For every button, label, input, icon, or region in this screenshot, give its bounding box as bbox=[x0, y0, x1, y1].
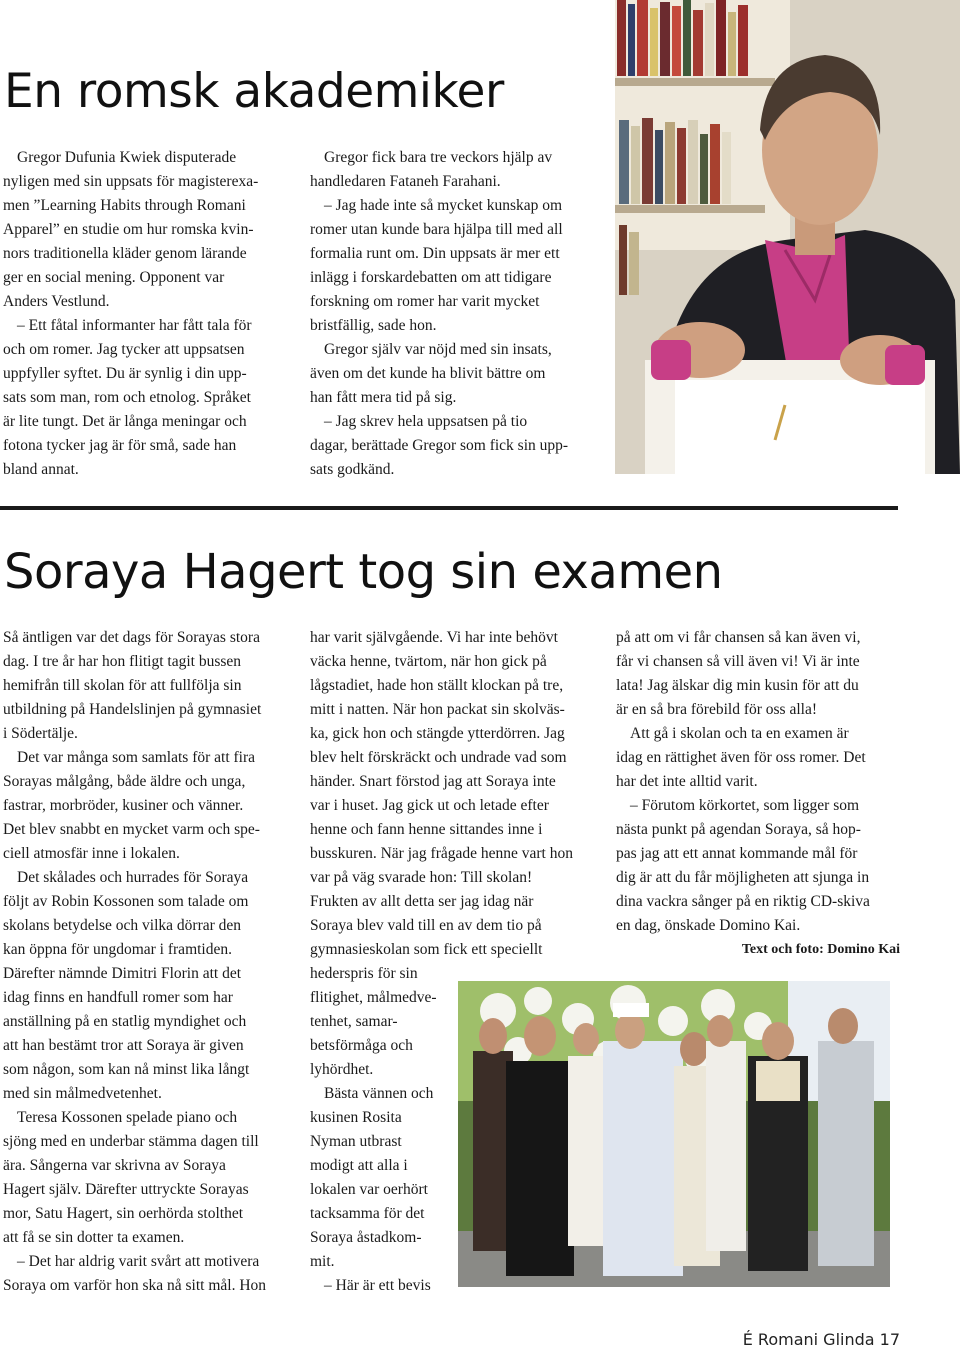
text-line: med sin målmedvetenhet. bbox=[3, 1085, 162, 1102]
text-line: ger en social mening. Opponent var bbox=[3, 269, 225, 286]
text-line: – Ett fåtal informanter har fått tala för bbox=[17, 317, 252, 334]
text-line: Att gå i skolan och ta en examen är bbox=[630, 725, 849, 742]
text-line: utbildning på Handelslinjen på gymnasiet bbox=[3, 701, 262, 718]
text-line: gymnasieskolan som fick ett speciellt bbox=[310, 941, 543, 958]
text-line: hemifrån till skolan för att fullfölja sin bbox=[3, 677, 242, 694]
text-line: Nyman utbrast bbox=[310, 1133, 402, 1150]
text-line: pas jag att ett annat kommande mål för bbox=[616, 845, 858, 862]
text-line: kan öppna för ungdomar i framtiden. bbox=[3, 941, 232, 958]
article-1-column-1 bbox=[3, 146, 293, 482]
text-line: uppfyller syftet. Du är synlig i din upp- bbox=[3, 365, 247, 382]
text-line: dina vackra sånger på en riktig CD-skiva bbox=[616, 893, 870, 910]
text-line: betsförmåga och bbox=[310, 1037, 413, 1054]
text-line: handledaren Fataneh Farahani. bbox=[310, 173, 501, 190]
text-line: på att om vi får chansen så kan även vi, bbox=[616, 629, 861, 646]
text-line: Apparel” en studie om hur romska kvin- bbox=[3, 221, 254, 238]
text-line: modigt att alla i bbox=[310, 1157, 408, 1174]
text-line: följt av Robin Kossonen som talade om bbox=[3, 893, 249, 910]
text-line: Så äntligen var det dags för Sorayas stora bbox=[3, 629, 260, 646]
text-line: att han bestämt tror att Soraya är given bbox=[3, 1037, 244, 1054]
text-line: nors traditionella kläder genom lärande bbox=[3, 245, 247, 262]
text-line: hederspris för sin bbox=[310, 965, 418, 982]
article-2-column-3 bbox=[616, 626, 900, 962]
text-line: idag en rättighet även för oss romer. Det bbox=[616, 749, 866, 766]
text-line: lokalen var oerhört bbox=[310, 1181, 428, 1198]
photo-credit: Text och foto: Domino Kai bbox=[741, 942, 900, 957]
text-line: är en så bra förebild för oss alla! bbox=[616, 701, 817, 718]
text-line: Det var många som samlats för att fira bbox=[17, 749, 256, 766]
text-line: fastrar, morbröder, kusiner och vänner. bbox=[3, 797, 244, 814]
text-line: men ”Learning Habits through Romani bbox=[3, 197, 246, 214]
text-line: skolans betydelse och vilka dörrar den bbox=[3, 917, 242, 934]
text-line: nästa punkt på agendan Soraya, så hop- bbox=[616, 821, 861, 838]
text-line: sats godkänd. bbox=[310, 461, 395, 478]
text-line: ka, gick hon och stängde ytterdörren. Jag bbox=[310, 725, 565, 742]
text-line: och om romer. Jag tycker att uppsatsen bbox=[3, 341, 245, 358]
text-line: bristfällig, sade hon. bbox=[310, 317, 437, 334]
text-line: ciell atmosfär inne i lokalen. bbox=[3, 845, 180, 862]
group-image bbox=[458, 981, 890, 1287]
text-line: Det blev snabbt en mycket varm och spe- bbox=[3, 821, 260, 838]
text-line: i Södertälje. bbox=[3, 725, 78, 742]
text-line: bland annat. bbox=[3, 461, 79, 478]
text-line: även om det kunde ha blivit bättre om bbox=[310, 365, 546, 382]
text-line: dig är att du får möjligheten att sjunga in bbox=[616, 869, 870, 886]
text-line: Sorayas målgång, både äldre och unga, bbox=[3, 773, 246, 790]
article-2-column-1 bbox=[3, 626, 299, 1298]
text-line: var i huset. Jag gick ut och letade efter bbox=[310, 797, 549, 814]
text-line: Gregor Dufunia Kwiek disputerade bbox=[17, 149, 237, 166]
text-line: tenhet, samar- bbox=[310, 1013, 398, 1030]
text-line: – Jag skrev hela uppsatsen på tio bbox=[324, 413, 528, 430]
photo-graduation-group bbox=[458, 981, 890, 1287]
text-line: Teresa Kossonen spelade piano och bbox=[17, 1109, 238, 1126]
text-line: Frukten av allt detta ser jag idag när bbox=[310, 893, 534, 910]
text-line: var på väg svarade hon: Till skolan! bbox=[310, 869, 533, 886]
text-line: lata! Jag älskar dig min kusin för att du bbox=[616, 677, 859, 694]
text-line: – Här är ett bevis bbox=[324, 1277, 431, 1294]
text-line: idag finns en handfull romer som har bbox=[3, 989, 233, 1006]
text-line: nyligen med sin uppsats för magisterexa- bbox=[3, 173, 259, 190]
text-line: dagar, berättade Gregor som fick sin upp- bbox=[310, 437, 569, 454]
text-line: fotona tycker jag är för små, sade han bbox=[3, 437, 237, 454]
text-line: är lite tungt. Det är långa meningar och bbox=[3, 413, 247, 430]
text-line: har det inte alltid varit. bbox=[616, 773, 758, 790]
text-line: anställning på en statlig myndighet och bbox=[3, 1013, 247, 1030]
text-line: busskuren. När jag frågade henne vart hon bbox=[310, 845, 573, 862]
text-line: Soraya om varför hon ska nå sitt mål. Hon bbox=[3, 1277, 267, 1294]
article-title-2: Soraya Hagert tog sin examen bbox=[4, 544, 723, 600]
text-line: Soraya åstadkom- bbox=[310, 1229, 422, 1246]
text-line: som någon, som kan nå minst lika långt bbox=[3, 1061, 250, 1078]
article-title-1: En romsk akademiker bbox=[4, 64, 504, 119]
text-line: sats som man, rom och etnolog. Språket bbox=[3, 389, 251, 406]
text-line: henne och fann henne sittandes inne i bbox=[310, 821, 543, 838]
text-line: – Det har aldrig varit svårt att motivera bbox=[17, 1253, 260, 1270]
portrait-image bbox=[615, 0, 960, 474]
text-line: får vi chansen så vill även vi! Vi är inte bbox=[616, 653, 860, 670]
text-line: Anders Vestlund. bbox=[3, 293, 110, 310]
text-line: formalia runt om. Din uppsats är mer ett bbox=[310, 245, 560, 262]
text-line: forskning om romer har varit mycket bbox=[310, 293, 540, 310]
text-line: Gregor fick bara tre veckors hjälp av bbox=[324, 149, 553, 166]
text-line: Bästa vännen och bbox=[324, 1085, 434, 1102]
text-line: har varit självgående. Vi har inte behövt bbox=[310, 629, 558, 646]
text-line: – Jag hade inte så mycket kunskap om bbox=[324, 197, 563, 214]
text-line: tacksamma för det bbox=[310, 1205, 425, 1222]
text-line: mor, Satu Hagert, sin oerhörda stolthet bbox=[3, 1205, 244, 1222]
text-line: ära. Sångerna var skrivna av Soraya bbox=[3, 1157, 226, 1174]
text-line: blev helt förskräckt och undrade vad som bbox=[310, 749, 567, 766]
text-line: han fått mera tid på sig. bbox=[310, 389, 457, 406]
text-line: romer utan kunde bara hjälpa till med all bbox=[310, 221, 563, 238]
photo-gregor-portrait bbox=[615, 0, 960, 474]
article-1-column-2 bbox=[310, 146, 602, 482]
text-line: Soraya blev vald till en av dem tio på bbox=[310, 917, 542, 934]
text-line: – Förutom körkortet, som ligger som bbox=[630, 797, 860, 814]
text-line: Gregor själv var nöjd med sin insats, bbox=[324, 341, 552, 358]
text-line: Därefter nämnde Dimitri Florin att det bbox=[3, 965, 242, 982]
text-line: lågstadiet, hade hon ställt klockan på tre, bbox=[310, 677, 564, 694]
text-line: kusinen Rosita bbox=[310, 1109, 402, 1126]
text-line: lyhördhet. bbox=[310, 1061, 374, 1078]
text-line: flitighet, målmedve- bbox=[310, 989, 437, 1006]
text-line: dag. I tre år har hon flitigt tagit bussen bbox=[3, 653, 242, 670]
text-line: Hagert själv. Därefter uttryckte Sorayas bbox=[3, 1181, 249, 1198]
text-line: sjöng med en underbar stämma dagen till bbox=[3, 1133, 259, 1150]
text-line: mitt i natten. När hon packat sin skolväs- bbox=[310, 701, 565, 718]
text-line: Det skålades och hurrades för Soraya bbox=[17, 869, 249, 886]
section-divider bbox=[0, 506, 898, 510]
page-footer: É Romani Glinda 17 bbox=[742, 1330, 900, 1349]
text-line: väcka henne, tvärtom, när hon gick på bbox=[310, 653, 547, 670]
text-line: mit. bbox=[310, 1253, 335, 1270]
text-line: en dag, önskade Domino Kai. bbox=[616, 917, 801, 934]
text-line: att få se sin dotter ta examen. bbox=[3, 1229, 185, 1246]
text-line: händer. Snart förstod jag att Soraya inte bbox=[310, 773, 556, 790]
text-line: inlägg i forskardebatten om att tidigare bbox=[310, 269, 552, 286]
